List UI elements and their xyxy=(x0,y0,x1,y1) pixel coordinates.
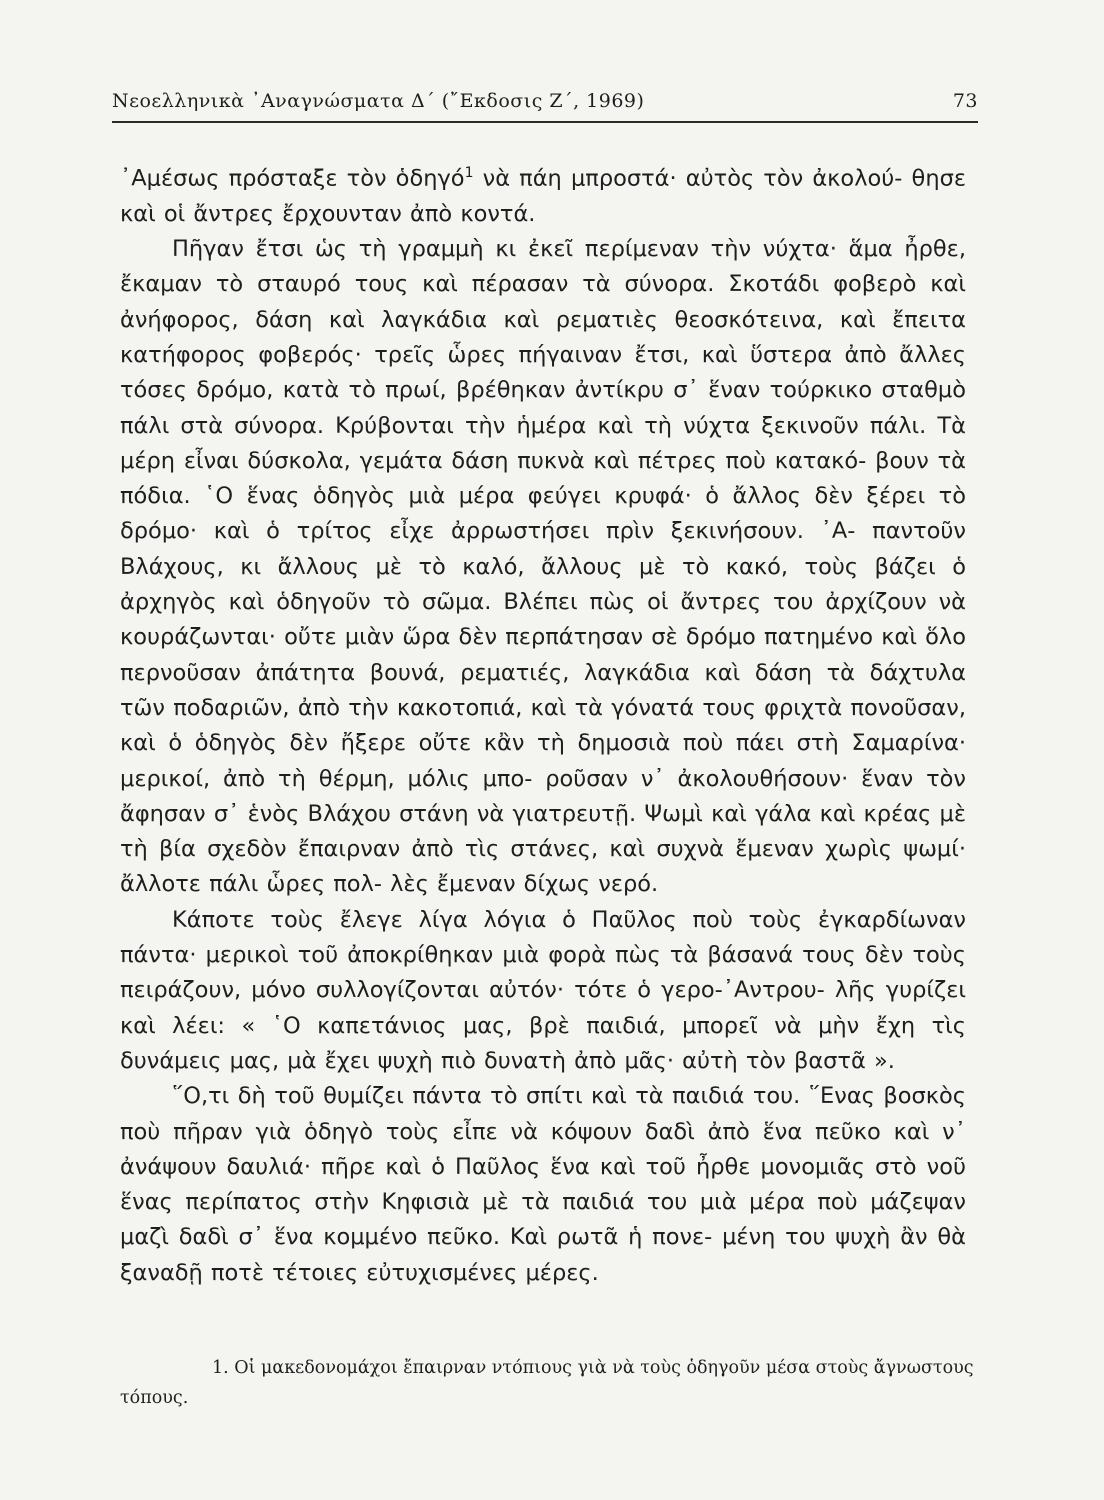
footnote xyxy=(120,1353,978,1413)
header-rule xyxy=(112,121,978,123)
paragraph-1-start: ᾿Αμέσως πρόσταξε τὸν ὁδηγό xyxy=(120,165,465,192)
running-title: Νεοελληνικὰ ᾿Αναγνώσματα Δ΄ (῎Εκδοσις Ζ΄, 1969) xyxy=(112,90,645,112)
paragraph-1 xyxy=(120,156,966,232)
body-text xyxy=(120,156,966,1291)
paragraph-4: ῞Ο,τι δὴ τοῦ θυμίζει πάντα τὸ σπίτι καὶ τὰ παιδιά του. ῞Ενας βοσκὸς ποὺ πῆραν γιὰ ὁδηγὸ τοὺς εἶπε νὰ κόψουν δαδὶ ἀπὸ ἕνα πεῦκο καὶ ν᾿ ἀνάψουν δαυλιά· πῆρε καὶ ὁ Παῦλος ἕνα καὶ τοῦ ἦρθε μονομιᾶς στὸ νοῦ ἕνας περίπατος στὴν Κηφισιὰ μὲ τὰ παιδιά του μιὰ μέρα ποὺ μάζεψαν μαζὶ δαδὶ σ᾿ ἕνα κομμένο πεῦκο. Καὶ ρωτᾶ ἡ πονε- μένη του ψυχὴ ἂν θὰ ξαναδῇ ποτὲ τέτοιες εὐτυχισμένες μέρες. xyxy=(120,1083,966,1286)
paragraph-1-rest: νὰ πάη μπροστά· αὐτὸς τὸν ἀκολού- θησε καὶ οἱ ἄντρες ἔρχουνταν ἀπὸ κοντά. xyxy=(120,165,967,227)
footnote-reference: 1 xyxy=(464,165,474,181)
running-head xyxy=(112,90,978,112)
paragraph-3: Κάποτε τοὺς ἔλεγε λίγα λόγια ὁ Παῦλος ποὺ τοὺς ἐγκαρδίωναν πάντα· μερικοὶ τοῦ ἀποκρίθηκαν μιὰ φορὰ πὼς τὰ βάσανά τους δὲν τοὺς πειράζουν, μόνο συλλογίζονται αὐτόν· τότε ὁ γερο-᾿Αντρου- λῆς γυρίζει καὶ λέει: « ῾Ο καπετάνιος μας, βρὲ παιδιά, μπορεῖ νὰ μὴν ἔχη τὶς δυνάμεις μας, μὰ ἔχει ψυχὴ πιὸ δυνατὴ ἀπὸ μᾶς· αὐτὴ τὸν βαστᾶ ». xyxy=(120,906,966,1074)
page-number: 73 xyxy=(952,90,978,112)
footnote-text: Οἱ μακεδονομάχοι ἔπαιρναν ντόπιους γιὰ νὰ τοὺς ὁδηγοῦν μέσα στοὺς ἄγνωστους τόπους. xyxy=(120,1358,974,1408)
paragraph-2: Πῆγαν ἔτσι ὡς τὴ γραμμὴ κι ἐκεῖ περίμεναν τὴν νύχτα· ἅμα ἦρθε, ἔκαμαν τὸ σταυρό τους καὶ πέρασαν τὰ σύνορα. Σκοτάδι φοβερὸ καὶ ἀνήφορος, δάση καὶ λαγκάδια καὶ ρεματιὲς θεοσκότεινα, καὶ ἔπειτα κατήφορος φοβερός· τρεῖς ὧρες πήγαιναν ἔτσι, καὶ ὕστερα ἀπὸ ἄλλες τόσες δρόμο, κατὰ τὸ πρωί, βρέθηκαν ἀντίκρυ σ᾿ ἕναν τούρκικο σταθμὸ πάλι στὰ σύνορα. Κρύβονται τὴν ἡμέρα καὶ τὴ νύχτα ξεκινοῦν πάλι. Τὰ μέρη εἶναι δύσκολα, γεμάτα δάση πυκνὰ καὶ πέτρες ποὺ κατακό- βουν τὰ πόδια. ῾Ο ἕνας ὁδηγὸς μιὰ μέρα φεύγει κρυφά· ὁ ἄλλος δὲν ξέρει τὸ δρόμο· καὶ ὁ τρίτος εἶχε ἀρρωστήσει πρὶν ξεκινήσουν. ᾿Α- παντοῦν Βλάχους, κι ἄλλους μὲ τὸ καλό, ἄλλους μὲ τὸ κακό, τοὺς βάζει ὁ ἀρχηγὸς καὶ ὁδηγοῦν τὸ σῶμα. Βλέπει πὼς οἱ ἄντρες του ἀρχίζουν νὰ κουράζωνται· οὔτε μιὰν ὥρα δὲν περπάτησαν σὲ δρόμο πατημένο καὶ ὅλο περνοῦσαν ἀπάτητα βουνά, ρεματιές, λαγκάδια καὶ δάση τὰ δάχτυλα τῶν ποδαριῶν, ἀπὸ τὴν κακοτοπιά, καὶ τὰ γόνατά τους φριχτὰ πονοῦσαν, καὶ ὁ ὁδηγὸς δὲν ἤξερε οὔτε κἂν τὴ δημοσιὰ ποὺ πάει στὴ Σαμαρίνα· μερικοί, ἀπὸ τὴ θέρμη, μόλις μπο- ροῦσαν ν᾿ ἀκολουθήσουν· ἕναν τὸν ἄφησαν σ᾿ ἑνὸς Βλάχου στάνη νὰ γιατρευτῇ. Ψωμὶ καὶ γάλα καὶ κρέας μὲ τὴ βία σχεδὸν ἔπαιρναν ἀπὸ τὶς στάνες, καὶ συχνὰ ἔμεναν χωρὶς ψωμί· ἄλλοτε πάλι ὧρες πολ- λὲς ἔμεναν δίχως νερό. xyxy=(120,236,966,898)
footnote-number: 1. xyxy=(212,1358,229,1378)
